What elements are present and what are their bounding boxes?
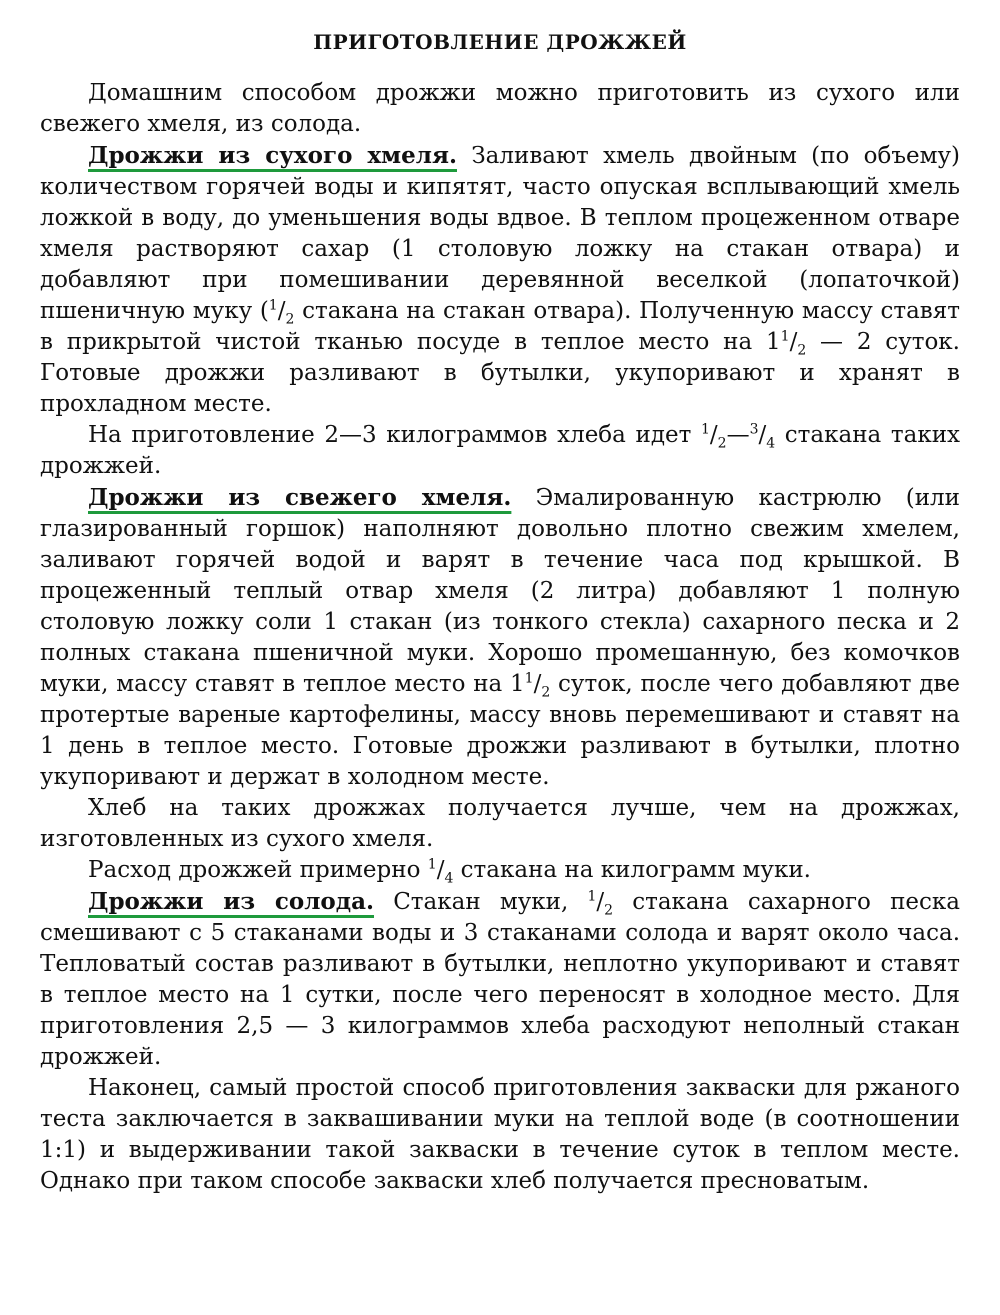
malt-text-b: стакана сахарного песка смешивают с 5 стаканами воды и 3 стаканами солода и варят около часа. Тепловатый состав разливают в бутылки, неплотно укупоривают и ставят в теплое место на 1 сутки, после чего переносят в холодное место. Для приготовления 2,5 — 3 килограммов хлеба расходуют неполный стакан дрожжей. — [40, 889, 960, 1070]
fraction-separator: / — [709, 422, 718, 448]
fraction-numerator: 1 — [524, 670, 534, 687]
paragraph-intro-text: Домашним способом дрожжи можно приготовить из сухого или свежего хмеля, из солода. — [40, 80, 960, 137]
fraction-numerator: 1 — [700, 421, 710, 438]
fraction-separator: / — [436, 857, 445, 883]
fraction-denominator: 2 — [797, 342, 807, 359]
consumption-text-a: Расход дрожжей примерно — [88, 857, 428, 883]
paragraph-intro — [40, 78, 960, 140]
range-dash: — — [726, 422, 750, 448]
paragraph-fresh-hops — [40, 482, 960, 793]
fraction-denominator: 2 — [541, 684, 551, 701]
bread-amount-text-b: стакана таких дрожжей. — [40, 422, 960, 479]
dry-hops-text-a: Заливают хмель двойным (по объему) количеством горячей воды и кипятят, часто опуская всплывающий хмель ложкой в воду, до уменьшения воды вдвое. В теплом процеженном отваре хмеля растворяют сахар (1 столовую ложку на стакан отвара) и добавляют при помешивании деревянной веселкой (лопаточкой) пшеничную муку ( — [40, 143, 960, 324]
sourdough-text: Наконец, самый простой способ приготовления закваски для ржаного теста заключается в заквашивании муки на теплой воде (в соотношении 1:1) и выдерживании такой закваски в течение суток в теплом месте. Однако при таком способе закваски хлеб получается пресноватым. — [40, 1075, 960, 1194]
fraction-numerator: 1 — [427, 856, 437, 873]
dry-hops-text-b: стакана на стакан отвара). Полученную массу ставят в прикрытой чистой тканью посуде в теплое место на 1 — [40, 298, 960, 355]
fresh-hops-text-a: Эмалированную кастрюлю (или глазированный горшок) наполняют довольно плотно свежим хмелем, заливают горячей водой и варят в течение часа под крышкой. В процеженный теплый отвар хмеля (2 литра) добавляют 1 полную столовую ложку соли 1 стакан (из тонкого стекла) сахарного песка и 2 полных стакана пшеничной муки. Хорошо промешанную, без комочков муки, массу ставят в теплое место на 1 — [40, 485, 960, 697]
fraction-numerator: 1 — [268, 297, 278, 314]
fraction-numerator: 3 — [749, 421, 759, 438]
section-heading-fresh-hops: Дрожжи из свежего хмеля. — [88, 484, 512, 511]
bread-quality-text: Хлеб на таких дрожжах получается лучше, чем на дрожжах, изготовленных из сухого хмеля. — [40, 795, 960, 852]
paragraph-bread-amount — [40, 420, 960, 482]
dry-hops-text-d: — 2 суток. Готовые дрожжи разливают в бутылки, укупоривают и хранят в прохладном месте. — [40, 329, 960, 417]
fraction-separator: / — [758, 422, 767, 448]
fraction-separator: / — [596, 889, 605, 915]
fraction-denominator: 2 — [717, 435, 727, 452]
fraction-numerator: 1 — [780, 328, 790, 345]
fraction-denominator: 2 — [604, 902, 614, 919]
paragraph-dry-hops — [40, 140, 960, 420]
fraction-denominator: 4 — [444, 870, 454, 887]
consumption-text-b: стакана на килограмм муки. — [453, 857, 811, 883]
paragraph-bread-quality — [40, 793, 960, 855]
document-page — [40, 30, 960, 1197]
paragraph-malt — [40, 886, 960, 1073]
section-heading-dry-hops: Дрожжи из сухого хмеля. — [88, 142, 457, 169]
fraction-separator: / — [277, 298, 286, 324]
paragraph-consumption — [40, 855, 960, 886]
malt-text-a: Стакан муки, — [374, 889, 588, 915]
paragraph-sourdough — [40, 1073, 960, 1197]
fraction-numerator: 1 — [587, 888, 597, 905]
section-heading-malt: Дрожжи из солода. — [88, 888, 375, 915]
fraction-separator: / — [789, 329, 798, 355]
fresh-hops-text-b: суток, после чего добавляют две протертые вареные картофелины, массу вновь перемешивают и ставят на 1 день в теплое место. Готовые дрожжи разливают в бутылки, плотно укупоривают и держат в холодном месте. — [40, 671, 960, 790]
fraction-denominator: 4 — [766, 435, 776, 452]
fraction-denominator: 2 — [285, 311, 295, 328]
bread-amount-text-a: На приготовление 2—3 килограммов хлеба идет — [88, 422, 701, 448]
fraction-separator: / — [533, 671, 542, 697]
page-title: ПРИГОТОВЛЕНИЕ ДРОЖЖЕЙ — [313, 30, 687, 54]
